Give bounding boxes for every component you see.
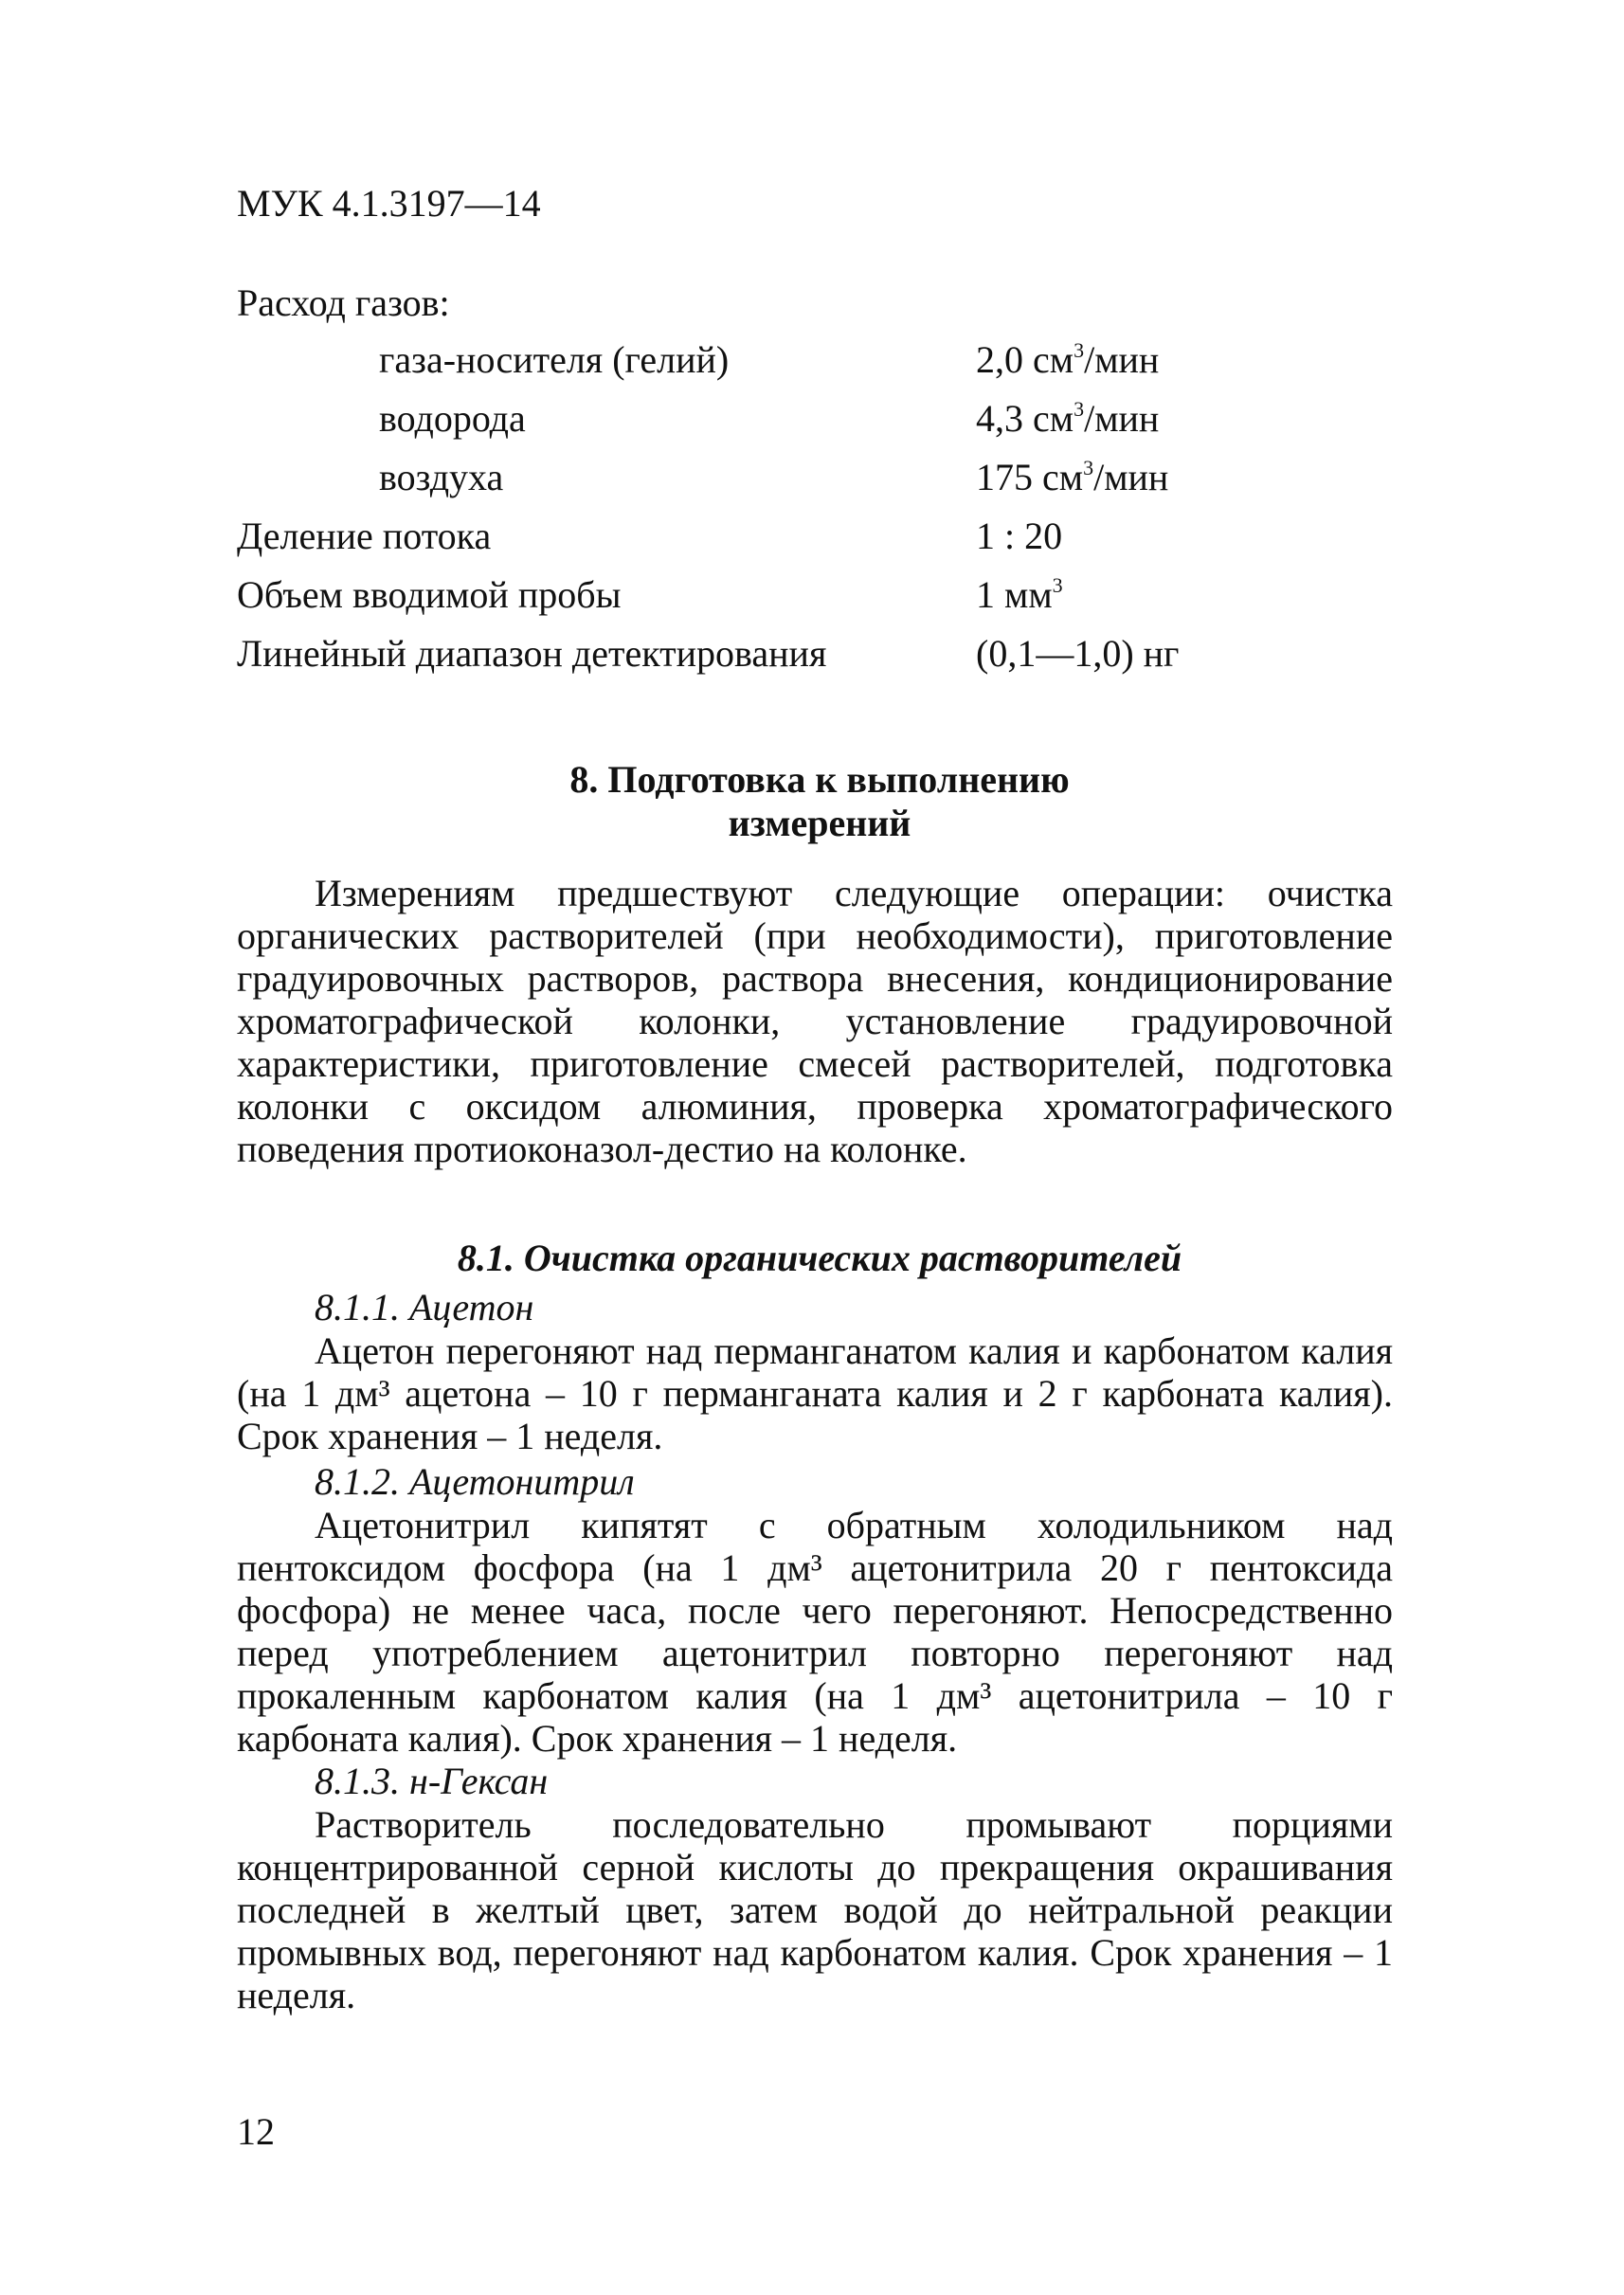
parameter-value [976,571,1063,619]
section-8-title [237,758,1402,845]
item-8-1-2-title: 8.1.2. Ацетонитрил [315,1460,635,1503]
item-8-1-3-text: Растворитель последовательно промывают порциями концентрированной серной кислоты до прекращения окрашивания последней в желтый цвет, затем водой до нейтральной реакции промывных вод, перегоняют над карбонатом калия. Срок хранения – 1 неделя. [237,1803,1393,2016]
item-8-1-3-title: 8.1.3. н-Гексан [315,1760,549,1802]
parameter-value-text: (0,1—1,0) нг [976,632,1180,675]
parameter-value [976,513,1062,560]
section-8-title-line-1: 8. Подготовка к выполнению [569,758,1070,801]
parameter-label: воздуха [379,456,504,498]
page-number: 12 [237,2110,275,2153]
parameter-value [976,630,1179,678]
parameter-value-unit: /мин [1093,456,1169,498]
parameter-label: Линейный диапазон детектирования [237,632,827,675]
item-8-1-1-text: Ацетон перегоняют над перманганатом калия и карбонатом калия (на 1 дм³ ацетона – 10 г перманганата калия и 2 г карбоната калия). Срок хранения – 1 неделя. [237,1329,1393,1457]
item-8-1-2-text: Ацетонитрил кипятят с обратным холодильником над пентоксидом фосфора (на 1 дм³ ацетонитрила 20 г пентоксида фосфора) не менее часа, после чего перегоняют. Непосредственно перед употреблением ацетонитрил повторно перегоняют над прокаленным карбонатом калия (на 1 дм³ ацетонитрила – 10 г карбоната калия). Срок хранения – 1 неделя. [237,1504,1393,1760]
parameter-label: водорода [379,397,526,440]
section-8-intro: Измерениям предшествуют следующие операции: очистка органических растворителей (при необходимости), приготовление градуировочных растворов, раствора внесения, кондиционирование хроматографической колонки, установление градуировочной характеристики, приготовление смесей растворителей, подготовка колонки с оксидом алюминия, проверка хроматографического поведения протиоконазол-дестио на колонке. [237,872,1393,1170]
parameter-value-exponent: 3 [1074,338,1085,362]
section-8-1-title: 8.1. Очистка органических растворителей [457,1237,1182,1279]
item-8-1-1-title: 8.1.1. Ацетон [315,1286,534,1328]
parameter-label: газа-носителя (гелий) [379,338,730,381]
parameter-value-exponent: 3 [1083,456,1094,479]
parameter-label: Деление потока [237,515,492,557]
parameter-value-text: 1 : 20 [976,515,1063,557]
document-code: МУК 4.1.3197—14 [237,182,541,225]
gas-flow-title: Расход газов: [237,281,450,324]
section-8-title-line-2: измерений [728,802,911,844]
parameter-value-unit: /мин [1084,338,1160,381]
parameter-value-unit: /мин [1084,397,1160,440]
parameter-value [976,336,1159,384]
parameter-value-text: 4,3 см [976,397,1074,440]
parameter-value-exponent: 3 [1052,573,1063,597]
parameter-value-exponent: 3 [1074,397,1085,421]
parameter-value-text: 175 см [976,456,1084,498]
parameter-value [976,454,1168,501]
parameter-label: Объем вводимой пробы [237,573,622,616]
parameter-value [976,395,1159,443]
parameter-value-text: 2,0 см [976,338,1074,381]
parameter-value-text: 1 мм [976,573,1053,616]
